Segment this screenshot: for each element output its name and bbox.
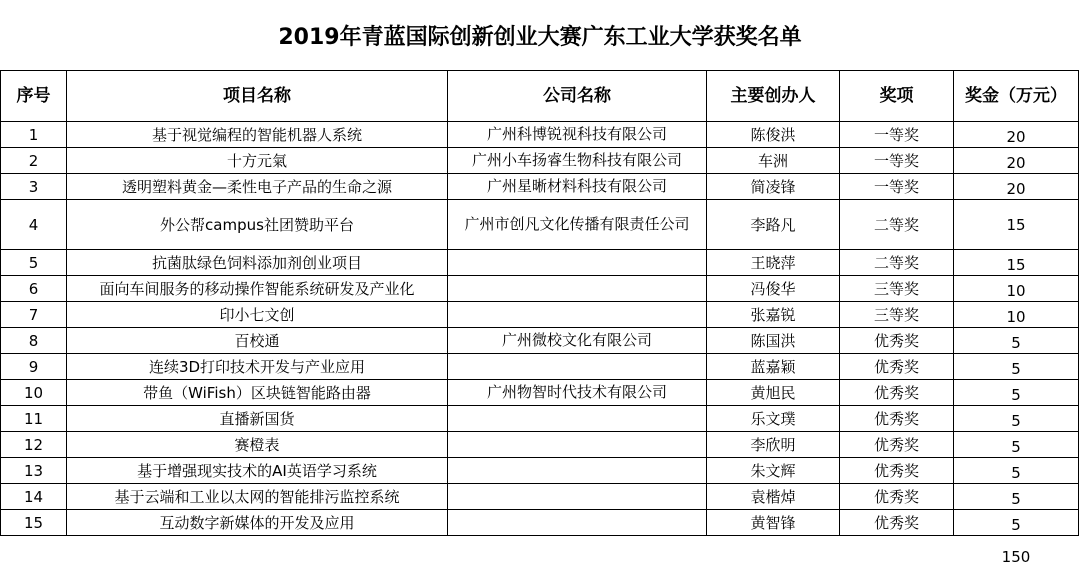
cell-project: 带鱼（WiFish）区块链智能路由器: [67, 380, 448, 406]
cell-award: 优秀奖: [840, 354, 954, 380]
cell-prize: 5: [954, 354, 1079, 380]
cell-project: 连续3D打印技术开发与产业应用: [67, 354, 448, 380]
cell-company: [448, 354, 707, 380]
cell-award: 优秀奖: [840, 380, 954, 406]
cell-project: 百校通: [67, 328, 448, 354]
table-row: [1, 250, 1079, 276]
cell-prize: 5: [954, 510, 1079, 536]
cell-founder: 朱文辉: [707, 458, 840, 484]
cell-founder: 张嘉锐: [707, 302, 840, 328]
cell-company: [448, 250, 707, 276]
cell-prize: 5: [954, 458, 1079, 484]
cell-founder: 袁楷焯: [707, 484, 840, 510]
page-title: 2019年青蓝国际创新创业大赛广东工业大学获奖名单: [0, 0, 1080, 70]
table-row: [1, 510, 1079, 536]
cell-no: 10: [1, 380, 67, 406]
cell-award: 二等奖: [840, 250, 954, 276]
cell-award: 优秀奖: [840, 432, 954, 458]
cell-project: 基于视觉编程的智能机器人系统: [67, 122, 448, 148]
cell-project: 外公帮campus社团赞助平台: [67, 200, 448, 250]
cell-award: 三等奖: [840, 276, 954, 302]
cell-prize: 20: [954, 122, 1079, 148]
cell-project: 互动数字新媒体的开发及应用: [67, 510, 448, 536]
empty-cell: [67, 536, 448, 568]
cell-founder: 陈国洪: [707, 328, 840, 354]
table-row: [1, 458, 1079, 484]
header-company: 公司名称: [448, 71, 707, 122]
total-row: [1, 536, 1079, 568]
table-row: [1, 174, 1079, 200]
cell-no: 2: [1, 148, 67, 174]
table-row: [1, 302, 1079, 328]
cell-company: 广州星晰材料科技有限公司: [448, 174, 707, 200]
cell-project: 赛橙表: [67, 432, 448, 458]
cell-no: 5: [1, 250, 67, 276]
cell-company: 广州科博锐视科技有限公司: [448, 122, 707, 148]
header-no: 序号: [1, 71, 67, 122]
cell-no: 11: [1, 406, 67, 432]
cell-company: [448, 302, 707, 328]
cell-no: 14: [1, 484, 67, 510]
table-row: [1, 122, 1079, 148]
cell-no: 12: [1, 432, 67, 458]
cell-founder: 乐文璞: [707, 406, 840, 432]
cell-no: 3: [1, 174, 67, 200]
cell-prize: 5: [954, 484, 1079, 510]
header-founder: 主要创办人: [707, 71, 840, 122]
cell-company: 广州物智时代技术有限公司: [448, 380, 707, 406]
cell-award: 一等奖: [840, 174, 954, 200]
cell-award: 优秀奖: [840, 328, 954, 354]
cell-founder: 黄旭民: [707, 380, 840, 406]
cell-prize: 5: [954, 432, 1079, 458]
cell-award: 优秀奖: [840, 510, 954, 536]
empty-cell: [448, 536, 707, 568]
awards-table: [0, 70, 1079, 568]
cell-no: 1: [1, 122, 67, 148]
cell-no: 15: [1, 510, 67, 536]
cell-founder: 黄智锋: [707, 510, 840, 536]
cell-prize: 15: [954, 250, 1079, 276]
empty-cell: [707, 536, 840, 568]
cell-prize: 10: [954, 276, 1079, 302]
table-body: [1, 122, 1079, 568]
cell-project: 基于增强现实技术的AI英语学习系统: [67, 458, 448, 484]
cell-no: 6: [1, 276, 67, 302]
cell-project: 印小七文创: [67, 302, 448, 328]
cell-founder: 蓝嘉颖: [707, 354, 840, 380]
cell-prize: 20: [954, 148, 1079, 174]
cell-founder: 简凌锋: [707, 174, 840, 200]
cell-project: 面向车间服务的移动操作智能系统研发及产业化: [67, 276, 448, 302]
cell-founder: 陈俊洪: [707, 122, 840, 148]
cell-company: [448, 406, 707, 432]
table-row: [1, 200, 1079, 250]
table-row: [1, 380, 1079, 406]
cell-prize: 20: [954, 174, 1079, 200]
cell-company: [448, 510, 707, 536]
table-row: [1, 328, 1079, 354]
cell-prize: 5: [954, 406, 1079, 432]
cell-award: 一等奖: [840, 122, 954, 148]
header-prize: 奖金（万元）: [954, 71, 1079, 122]
total-prize: 150: [954, 536, 1079, 568]
empty-cell: [1, 536, 67, 568]
cell-award: 三等奖: [840, 302, 954, 328]
cell-company: [448, 432, 707, 458]
cell-founder: 车洲: [707, 148, 840, 174]
table-row: [1, 354, 1079, 380]
cell-award: 优秀奖: [840, 484, 954, 510]
cell-project: 抗菌肽绿色饲料添加剂创业项目: [67, 250, 448, 276]
cell-project: 透明塑料黄金—柔性电子产品的生命之源: [67, 174, 448, 200]
table-row: [1, 148, 1079, 174]
cell-award: 优秀奖: [840, 406, 954, 432]
header-project: 项目名称: [67, 71, 448, 122]
cell-prize: 10: [954, 302, 1079, 328]
table-row: [1, 432, 1079, 458]
table-row: [1, 406, 1079, 432]
cell-no: 4: [1, 200, 67, 250]
cell-founder: 李路凡: [707, 200, 840, 250]
cell-no: 7: [1, 302, 67, 328]
cell-founder: 李欣明: [707, 432, 840, 458]
cell-prize: 15: [954, 200, 1079, 250]
cell-company: 广州小车扬睿生物科技有限公司: [448, 148, 707, 174]
table-row: [1, 276, 1079, 302]
cell-project: 直播新国货: [67, 406, 448, 432]
cell-no: 9: [1, 354, 67, 380]
empty-cell: [840, 536, 954, 568]
cell-project: 基于云端和工业以太网的智能排污监控系统: [67, 484, 448, 510]
header-award: 奖项: [840, 71, 954, 122]
cell-award: 二等奖: [840, 200, 954, 250]
cell-founder: 冯俊华: [707, 276, 840, 302]
cell-company: [448, 276, 707, 302]
cell-no: 13: [1, 458, 67, 484]
cell-company: 广州市创凡文化传播有限责任公司: [448, 200, 707, 250]
header-row: [1, 71, 1079, 122]
cell-award: 优秀奖: [840, 458, 954, 484]
cell-project: 十方元氣: [67, 148, 448, 174]
cell-award: 一等奖: [840, 148, 954, 174]
cell-company: [448, 484, 707, 510]
table-row: [1, 484, 1079, 510]
cell-prize: 5: [954, 380, 1079, 406]
cell-prize: 5: [954, 328, 1079, 354]
cell-founder: 王晓萍: [707, 250, 840, 276]
cell-no: 8: [1, 328, 67, 354]
cell-company: [448, 458, 707, 484]
cell-company: 广州微校文化有限公司: [448, 328, 707, 354]
